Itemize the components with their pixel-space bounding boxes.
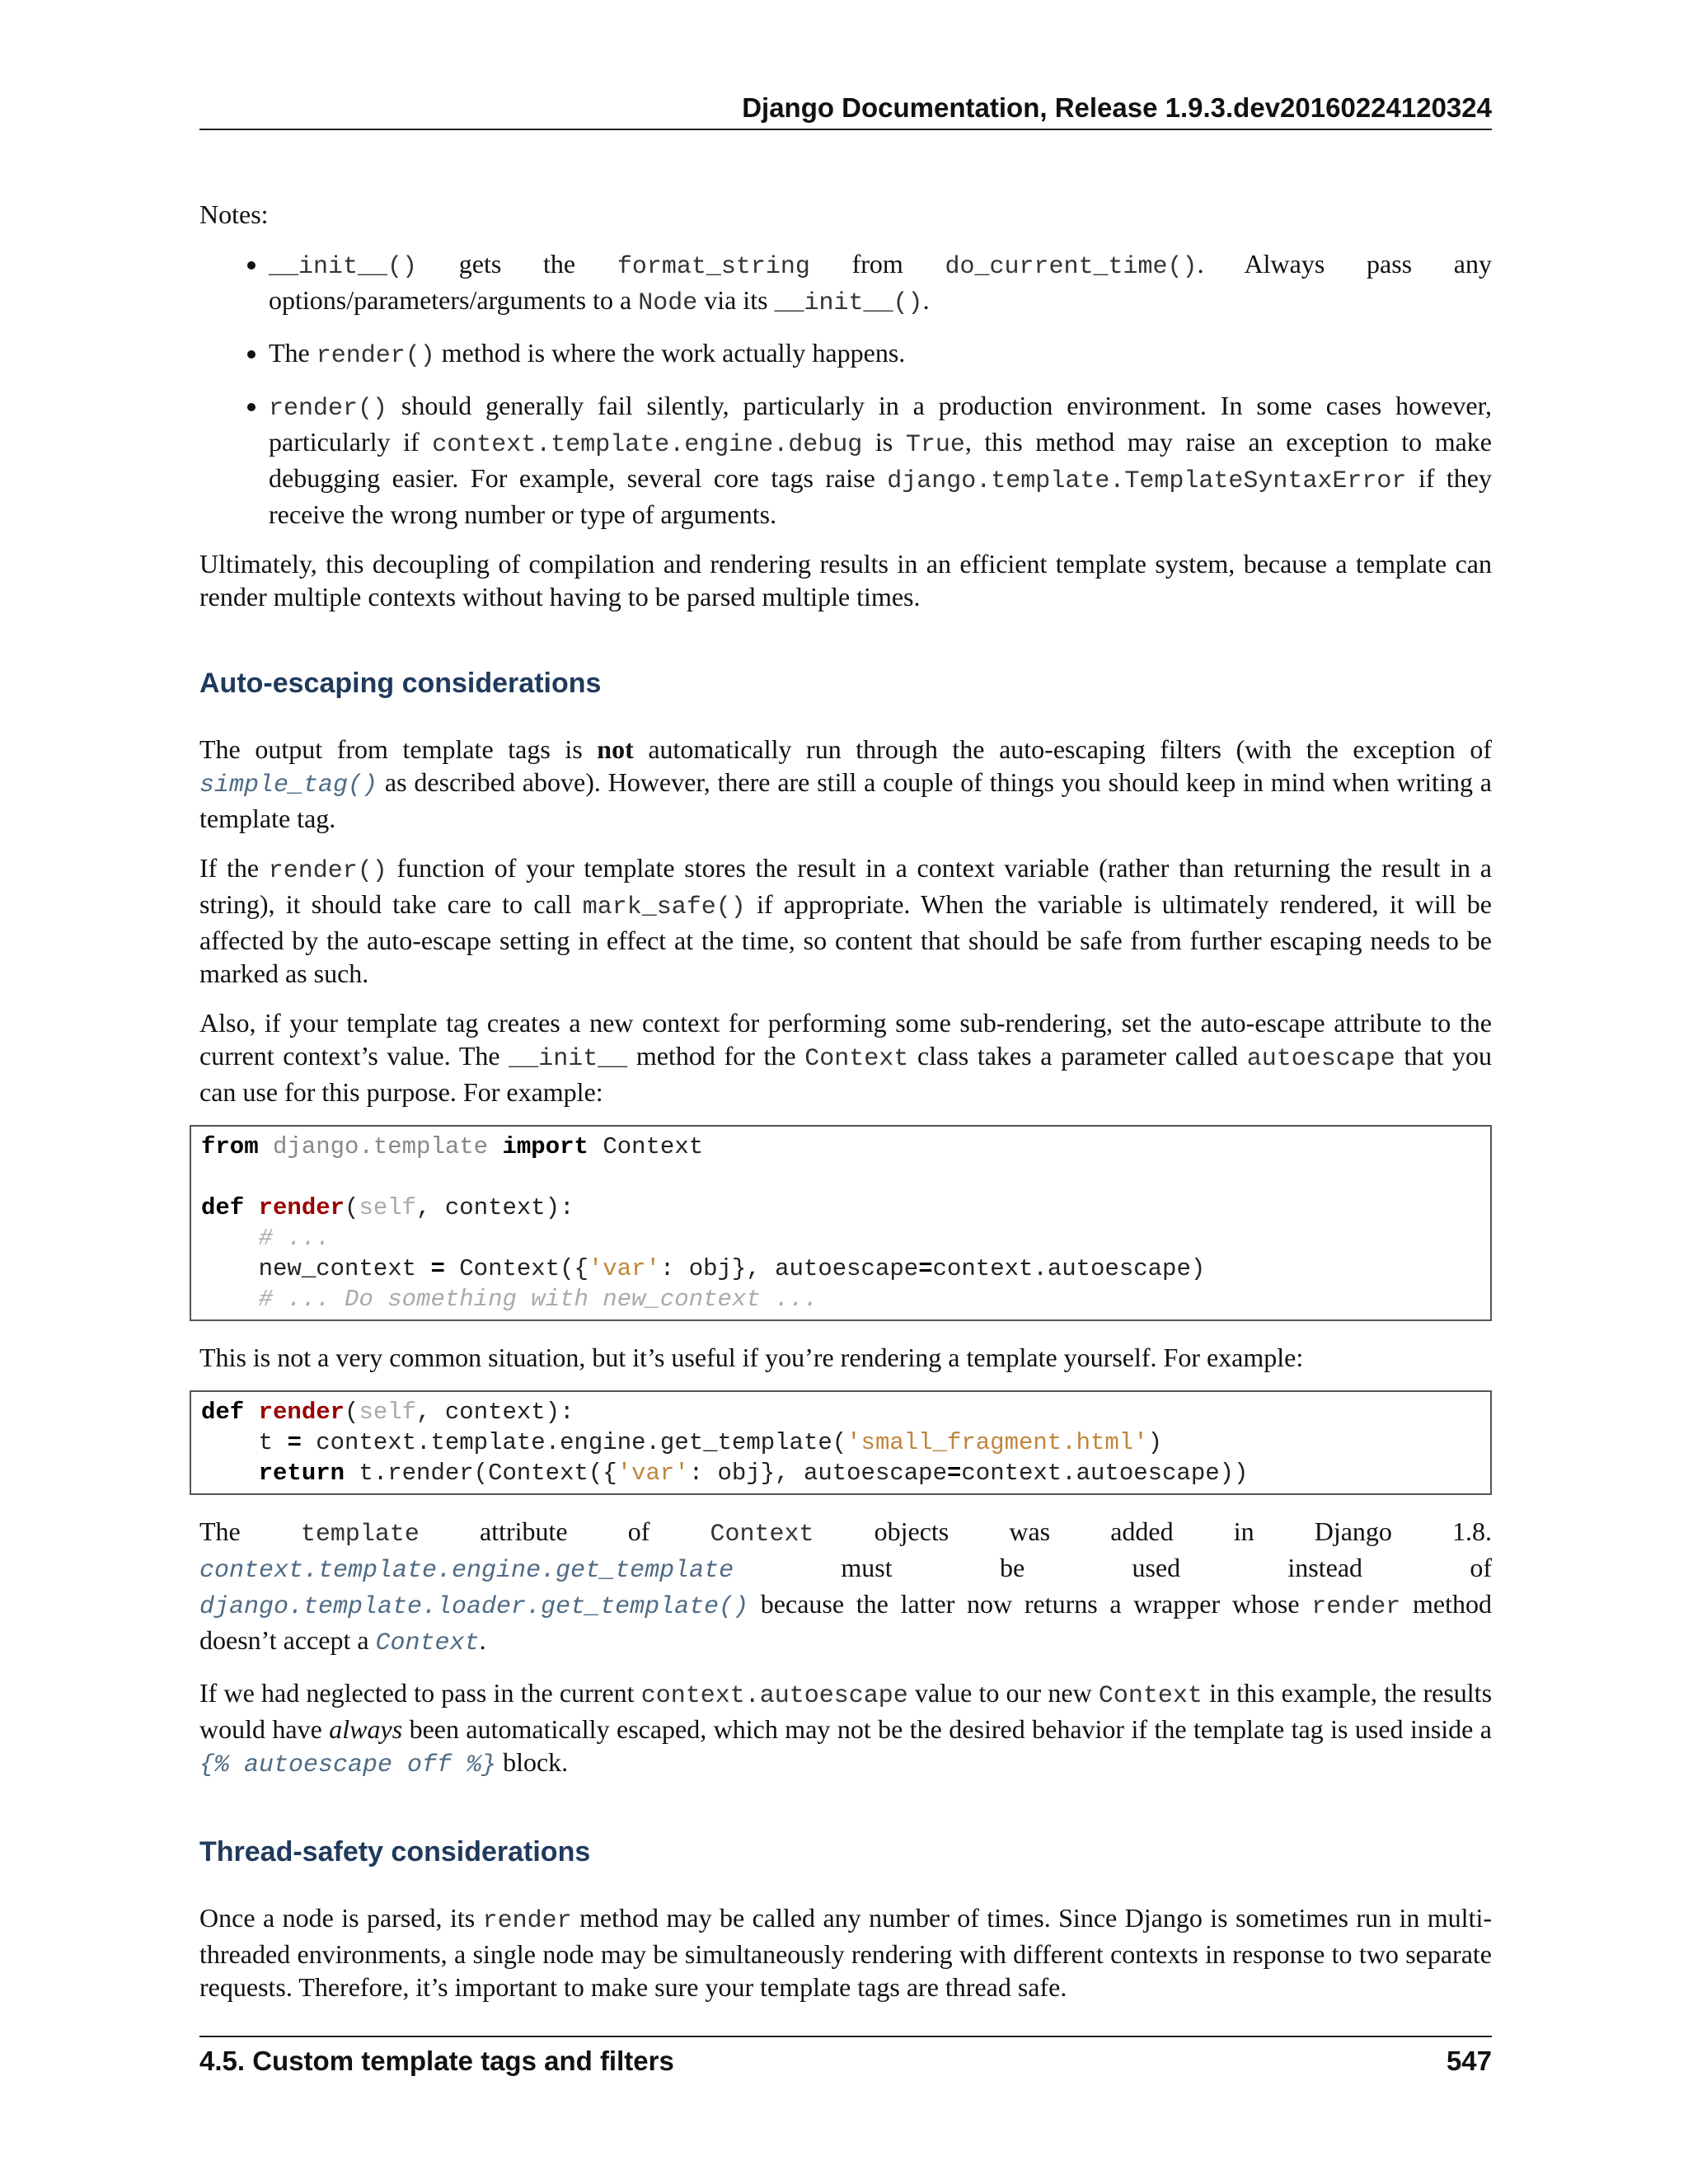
footer-rule — [199, 2036, 1492, 2037]
note-item-init: • __init__() gets the format_string from do_current_time(). Always pass any options/parameters/arguments to a Node via its __init__(). — [269, 247, 1492, 320]
threadsafety-paragraph-1: Once a node is parsed, its render method may be called any number of times. Since Django is sometimes run in multi-threaded environments, a single node may be simultaneously rendering with different contexts in response to two separate requests. Therefore, it’s important to make sure your template tags are thread safe. — [199, 1903, 1493, 2002]
threadsafety-heading: Thread-safety considerations — [199, 1836, 591, 1868]
simple-tag-link[interactable]: simple_tag() — [199, 771, 378, 799]
autoescape-heading: Auto-escaping considerations — [199, 668, 602, 699]
autoescape-tag-link[interactable]: {% autoescape off %} — [199, 1751, 497, 1779]
engine-get-template-link[interactable]: context.template.engine.get_template — [199, 1557, 734, 1585]
loader-get-template-link[interactable]: django.template.loader.get_template() — [199, 1593, 749, 1621]
autoescape-paragraph-2: If the render() function of your template stores the result in a context variable (rather than returning the result in a string), it should take care to call mark_safe() if appropriate. When the variable is ultimately rendered, it will be affected by the auto-escape setting in effect at the time, so content that should be safe from further escaping needs to be marked as such. — [199, 853, 1493, 988]
page-number: 547 — [1446, 2046, 1492, 2076]
note-item-render: • The render() method is where the work actually happens. — [269, 336, 1492, 373]
notes-label: Notes: — [199, 199, 269, 229]
autoescape-paragraph-1: The output from template tags is not automatically run through the auto-escaping filters (with the exception of simple_tag() as described above). However, there are still a couple of things you should keep in mind when writing a template tag. — [199, 734, 1493, 833]
autoescape-paragraph-4: This is not a very common situation, but it’s useful if you’re rendering a template yourself. For example: — [199, 1343, 1304, 1372]
footer-section-title: 4.5. Custom template tags and filters — [199, 2046, 674, 2076]
code-block-context[interactable]: from django.template import Context def render(self, context): # ... new_context = Context({'var': obj}, autoescape=context.autoescape) # ... Do something with new_context ... — [190, 1125, 1492, 1321]
header-rule — [199, 129, 1492, 130]
notes-list — [199, 247, 1492, 531]
page-content — [199, 198, 1492, 2020]
running-footer — [199, 2046, 1492, 2077]
ultimately-paragraph: Ultimately, this decoupling of compilation and rendering results in an efficient template system, because a template can render multiple contexts without having to be parsed multiple times. — [199, 549, 1492, 612]
note-item-fail-silently: • render() should generally fail silently, particularly in a production environment. In some cases however, particularly if context.template.engine.debug is True, this method may raise an exception to make debugging easier. For example, several core tags raise django.template.TemplateSyntaxError if they receive the wrong number or type of arguments. — [269, 389, 1492, 531]
running-header: Django Documentation, Release 1.9.3.dev20160224120324 — [742, 92, 1492, 123]
autoescape-paragraph-5: The template attribute of Context objects was added in Django 1.8. context.template.engine.get_template must be used instead of django.template.loader.get_template() because the latter now returns a wrapper whose render method doesn’t accept a Context. — [199, 1516, 1493, 1657]
autoescape-paragraph-6: If we had neglected to pass in the current context.autoescape value to our new Context in this example, the results would have always been automatically escaped, which may not be the desired behavior if the template tag is used inside a {% autoescape off %} block. — [199, 1678, 1493, 1779]
code-block-render[interactable]: def render(self, context): t = context.template.engine.get_template('small_fragment.html') return t.render(Context({'var': obj}, autoescape=context.autoescape)) — [190, 1390, 1492, 1495]
context-class-link[interactable]: Context — [375, 1629, 480, 1657]
autoescape-paragraph-3: Also, if your template tag creates a new context for performing some sub-rendering, set the auto-escape attribute to the current context’s value. The __init__ method for the Context class takes a parameter called autoescape that you can use for this purpose. For example: — [199, 1008, 1493, 1107]
